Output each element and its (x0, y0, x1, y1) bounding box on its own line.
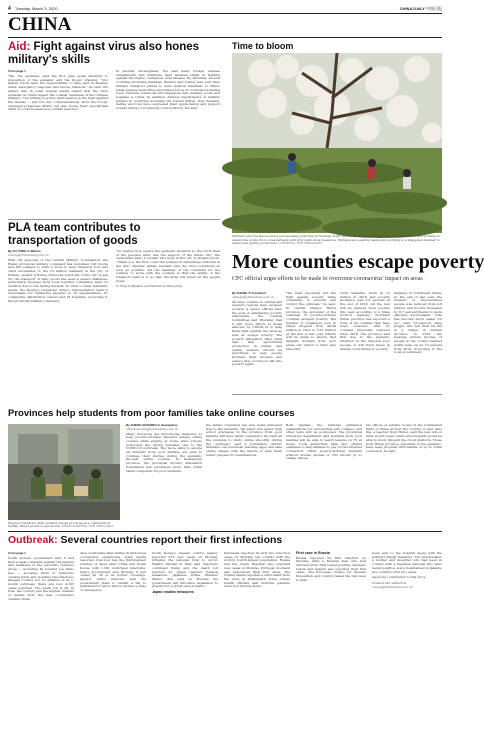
outbreak-contact-email[interactable]: xutong@chinadaily.com.cn (372, 584, 413, 589)
photo-credit: LI RUDONG / FOR CHINA DAILY (278, 242, 323, 245)
pla-credit: Li Ying in Wuhan contributed to this story. (116, 284, 183, 289)
poverty-body-4: Xinjiang. In Northwest China, by the end of last year, the number of impoverished people was reduced from 4.6 million, and income increased by 8.7 percent thanks to more effective development. "Life has become much easier for us," said 72-year-old Tang Jingjiu, who has lived his life in a village in Yunnan province. In 2016, the average annual income of people in the county reached 4,000 yuan, up by 10 percent from 2015, according to the local government. (394, 291, 442, 355)
poverty-byline-email: zhangyi@chinadaily.com.cn (232, 294, 274, 299)
poverty-subhead: CPC official urges efforts to be made to overcome coronavirus' impact on areas (232, 276, 423, 282)
issue-date: Tuesday, March 3, 2020 (14, 6, 58, 11)
pla-col-2 (116, 250, 220, 407)
outbreak-from-page: From page 1 (8, 551, 26, 555)
paper-name: CHINA DAILY 中国日报 (399, 6, 442, 11)
soldiers-photo (8, 424, 120, 520)
outbreak-col-6 (372, 552, 442, 740)
students-body-2: the tablet computers are now being delivered free to the students. "All junior and senior high school graduates in the province from poor families will have tablet computers. We want all the students to study online smoothly during the outbreak," said a foundation official. Students can download learning apps and take online classes with the tablets to help them better prepare for examinations. (206, 423, 282, 457)
outbreak-col-1 (8, 552, 74, 740)
students-body-1: Many provinces are introducing measures to help poverty-stricken students attend online courses while staying at home after schools postponed the spring semester due to the COVID-19 outbreak. The move aims to ensure all students from poor families are able to continue their studies during the epidemic through online courses. In Guangdong province, the provincial Poverty Alleviation Foundation has purchased more than 3,000 tablet computers for poor students. (126, 431, 202, 473)
students-col-3 (286, 424, 362, 527)
outbreak-credit: Agencies contributed to this story. (372, 575, 426, 580)
poverty-col-3 (340, 292, 390, 392)
photo-title: Time to bloom (232, 41, 294, 51)
outbreak-subhead-japan: Japan readies measures (152, 590, 194, 595)
poverty-body-1: All nine counties in central and western regions have escaped poverty, a senior official said, the goal of eliminating poverty nationwide. The Central Committee said Thursday that it will focus efforts in areas affected by COVID-19 to help them fight against the virus as well as escape poverty. The poverty alleviation office chief said that agricultural production in winter and spring seasons should be prioritized to help people increase their incomes and ensure they would not fall into poverty again. (232, 299, 282, 367)
section-title: CHINA (8, 14, 72, 35)
aid-body-1: "We, the epidemic, said the PLA pays great attention to prevention of the epidemic and the troops' training. "Our armed forces have the responsibility to take part in disaster relief, emergency response and rescue missions," he said. Wu added, also in some foreign media claims that the virus epidemic in China impact the combat readiness of the Chinese military. "Our military's active participation in the fight against the disease ... will not only comprehensively show the troops' emergency-response ability but also hones their special-task skills. It could be seen as a combat exercise." (8, 74, 108, 112)
tea-farmers-photo (232, 53, 442, 233)
page-header (8, 5, 442, 12)
photo-caption: Farmers pick tea leaves under a blossoming pear tree in Senlong Town, Kunming, Yunnan province. The local authorities are working to ensure the production of tea farmers with strict anti-virus measures. Farmers are wearing masks and working in a staggered manner to ensure the spring production. LI RUDONG / FOR CHINA DAILY (232, 234, 440, 245)
poverty-headline: More counties escape poverty (232, 251, 484, 273)
poverty-byline: By ZHANG YI in Hohhot (232, 291, 266, 295)
bloom-scene-svg (232, 53, 442, 233)
outbreak-col-4 (224, 552, 290, 740)
aid-headline: Aid: Fight against virus also hones military's skills (8, 41, 200, 66)
outbreak-body-6: been sent to the hospital along with the patient's family members. Two Indonesians, a mother and daughter who had been in contact with a Japanese national who later tested positive, were hospitalized in Jakarta, the country's first two cases. (372, 551, 442, 574)
aid-from-page: From page 1 (8, 69, 26, 73)
students-byline-email: zhengxiaoxing@chinadaily.com.cn (126, 426, 178, 431)
outbreak-body-3: South Korea's disease control agency reported 476 new cases on Monday, bringing the national total to 4,212. Health officials in Italy said infections continued rising and the death toll reached 52. Japan reached medical measures. Japanese Prime Minister Shinzo Abe said on Monday his government will introduce legislation to prepare for a worst-case scenario. (152, 551, 218, 589)
pla-headline: PLA team contributes to transportation of goods (8, 222, 141, 247)
pla-body-2: "No matter how severe the epidemic situation is, the truck fleet of the people's army has the support of the whole city," the spokesman said. A woman who lives in the city of Wuhan wrote: "Thank you, the PLA. I saw the soldiers in camouflage uniforms in the city." Another female resident said the city's volunteers as soon as possible. Yet the mainstay of the command for the soldiers to work with the soldiers is that the ability of the transport team is to go fast, the army will never let the people down. (116, 249, 220, 283)
aid-divider (8, 219, 220, 220)
poverty-col-2 (286, 292, 336, 392)
aid-col-2 (116, 70, 220, 218)
outbreak-col-5 (296, 552, 366, 740)
outbreak-col-2 (80, 552, 146, 740)
aid-body-2: In another development, Wu said many foreign defense departments and militaries have assisted China in fighting against the highly contagious viral disease. By Saturday, several countries including Pakistan, Belarus and Turkey had sent their military transport planes to send medical materials to China, while defense authorities and armed forces in countries including Laos, Vietnam, Cambodia and Singapore had donated goods and supplies to China. In addition, defense departments or military leaders in countries including the United States, New Zealand, Serbia and Iran have expressed their appreciation and support toward China's coronavirus-control efforts, Wu said. (116, 69, 220, 111)
students-headline: Provinces help students from poor families take online courses (8, 408, 295, 419)
students-byline: By ZHENG XIAOXING in Guangzhou (126, 423, 178, 427)
outbreak-col-3 (152, 552, 218, 740)
pla-body-1: With the approval of the Central Military Commission, the Hubei provincial military command has mobilized 100 trucks and 300 soldiers to form a truck to help transport food and other necessities to the 10 million residents in the city of Wuhan, capital of Hubei. Since the lockdown of the city on Jan 23, the transport of daily goods has been a severe challenge, particularly because most local logistics companies were on vacation due to the Spring Festival. In order to meet residents' needs, the People's Liberation Army's transportation team is responsible for delivering supplies to 59 supermarkets, 61 community distribution centers and 18 hospitals, according to the provincial military command. (8, 258, 108, 303)
students-col-4 (366, 424, 442, 527)
outbreak-top-rule (8, 531, 442, 532)
students-col-1 (126, 424, 202, 527)
poverty-divider (232, 394, 442, 395)
pla-byline-email: xutong@chinadaily.com.cn (8, 252, 49, 257)
soldiers-scene-svg (8, 424, 120, 520)
aid-col-1 (8, 70, 108, 218)
students-body-3: Both Jiashan, the national admission examinations for universities and colleges, and other tests will be postponed. The provincial education department said students from poor families will be able to watch lessons on TV at home. Local authorities have also offered subsidies to help families to pay for the Internet connection. Other poverty-stricken students without mobile phones or TVs should go to village offices. (286, 423, 362, 461)
students-col-2 (206, 424, 282, 527)
soldiers-caption: People's Liberation Army soldiers unload groceries at a community in Wuhan, Hubei province, last month. ZHANG XIAOFENG / FOR CHINA DAILY (8, 521, 114, 529)
poverty-body-3: rural residents, down by 13 million in 2019 and poverty incidence was 0.6 percent at the end of 2019. All the rest will be relieved from poverty this year, according to a State Council meeting. Northern Hebei province has reported a total of 24 counties that have been removed, with 61 counties previously removed since 2016. The province said that due to the epidemic situation on the relevant poor people, it will track those in danger of returning to poverty. (340, 291, 390, 351)
outbreak-body-1: South Korea's government said it had filed a legal complaint against the leaders and members of the secretive religious group — including its founder Lee Man-hee — accusing them of homicide, causing harm and violating the Infectious Disease Control Act. In defiance of its 1-month outbreak, there are now 4,335 cases reported. The death toll is 28. In Iran, the country has the highest number of deaths from the new coronavirus outside China. (8, 556, 74, 601)
pla-col-1 (8, 250, 108, 407)
poverty-col-1 (232, 292, 282, 392)
outbreak-subhead-russia: First case in Russia (296, 551, 330, 555)
outbreak-contact: Contact the writers at (372, 580, 407, 585)
pla-byline: By XU TONG in Wuhan (8, 249, 41, 253)
poverty-col-4 (394, 292, 442, 392)
outbreak-body-2: died on Monday after falling ill with novel coronavirus pneumonia, state media reported. Iran now has the third-highest number of cases after China and South Korea, with 1,501 confirmed infections. Iraq's government said Monday it had closed all 38 of its border crossings. Japan's prime minister said his government plans to submit a bill to parliament to allow him to declare a state of emergency. (80, 551, 146, 593)
outbreak-body-4: Indonesia reported its first two infection cases on Monday, the country with the world's fourth-largest population. Russia and the Czech Republic also reported new cases on Monday. Portugal, Scotland also announced their first cases. The United States reported a sixth death from the virus in Washington state, where health officials said multiple patients were in a nursing home. (224, 551, 290, 589)
students-body-4: tax offices or activity rooms of the Communist Party of China around the country, it said. Xiao Xia, a teacher from Hubei, said the new school term would begin online and students would be able to study through the cloud platform. Those from Hubei province, epicenter of the epidemic, have been provided with tablets or up to 3,000 yuan each, he said. (366, 423, 442, 453)
section-rule (8, 37, 442, 38)
header-rule (8, 13, 442, 14)
soldiers-photo-credit: ZHANG XIAOFENG / FOR CHINA DAILY (61, 525, 114, 529)
poverty-body-2: "We must resolutely win the fight against poverty while continuing to prevent and control the outbreak," he said. In central China's Hubei province, the epicenter of the outbreak, 37 poverty-stricken counties escaped poverty. The number of registered poor in China dropped from 98.99 million in 2012 to 5.51 million at the end of last year. Efforts will be made to ensure that migrant workers from poor areas can return to their jobs smoothly. (286, 291, 336, 351)
outbreak-headline: Outbreak: Several countries report their first infections (8, 534, 283, 546)
page-number: 4 (8, 6, 11, 12)
outbreak-body-5: Russia reported its first infection on Monday, after a Russian man who had returned from Italy tested positive. Senegal, Latvia and Iceland also reported their first cases. The European Centre for Disease Prevention and Control raised the risk level to high. (296, 555, 366, 582)
